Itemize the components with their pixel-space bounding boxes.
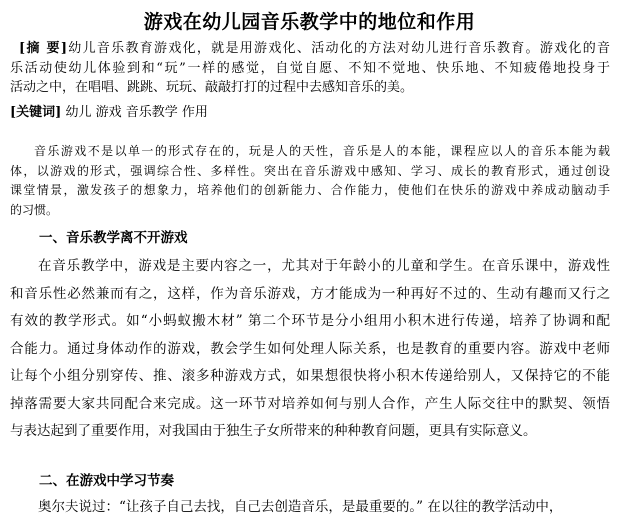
- keywords-label: [关键词]: [10, 105, 62, 120]
- section-heading: 二、在游戏中学习节奏: [39, 473, 174, 489]
- paragraph-line: 合能力。通过身体动作的游戏，教会学生如何处理人际关系，也是教育的重要内容。游戏中老师: [10, 340, 610, 357]
- intro-paragraph: [10, 142, 610, 220]
- paragraph-line: 的习惯。: [10, 202, 59, 217]
- paragraph-line: 有效的教学形式。如“小蚂蚁搬木材” 第二个环节是分小组用小积木进行传递，培养了协调和配: [10, 313, 610, 329]
- abstract-line: 活动之中，在唱唱、跳跳、玩玩、敲敲打打的过程中去感知音乐的美。: [10, 80, 414, 95]
- abstract-label: [摘 要]: [19, 41, 67, 56]
- keywords-text: 幼儿 游戏 音乐教学 作用: [61, 105, 208, 120]
- paragraph-line: 课堂情景，激发孩子的想象力，培养他们的创新能力、合作能力，使他们在快乐的游戏中养成动脑动手: [10, 183, 610, 197]
- paragraph-line: 奥尔夫说过：“让孩子自己去找，自己去创造音乐，是最重要的。” 在以往的教学活动中，: [38, 499, 563, 515]
- paragraph-line: 掉落需要大家共同配合来完成。这一环节对培养如何与别人合作，产生人际交往中的默契、领悟: [10, 395, 610, 412]
- paragraph-line: 在音乐教学中，游戏是主要内容之一，尤其对于年龄小的儿童和学生。在音乐课中，游戏性: [38, 258, 610, 274]
- keywords: [10, 103, 610, 122]
- section-paragraph: [10, 494, 610, 522]
- paragraph-line: 和音乐性必然兼而有之，这样，作为音乐游戏，方才能成为一种再好不过的、生动有趣而又行之: [10, 285, 610, 302]
- section-paragraph: [10, 253, 610, 446]
- section-heading: 一、音乐教学离不开游戏: [39, 230, 188, 246]
- page-title: 游戏在幼儿园音乐教学中的地位和作用: [143, 11, 476, 33]
- paragraph-line: 与表达起到了重要作用，对我国由于独生子女所带来的种种教育问题，更具有实际意义。: [10, 423, 537, 439]
- abstract: [10, 39, 610, 98]
- abstract-line: 乐活动使幼儿体验到和“玩”一样的感觉，自觉自愿、不知不觉地、快乐地、不知疲倦地投身于: [10, 60, 610, 76]
- paragraph-line: 体，以游戏的形式，强调综合性、多样性。突出在音乐游戏中感知、学习、成长的教育形式，通过创设: [10, 163, 610, 178]
- abstract-line: 幼儿音乐教育游戏化，就是用游戏化、活动化的方法对幼儿进行音乐教育。游戏化的音: [67, 41, 610, 56]
- paragraph-line: 音乐游戏不是以单一的形式存在的，玩是人的天性，音乐是人的本能，课程应以人的音乐本能为载: [34, 144, 610, 158]
- paragraph-line: 让每个小组分别穿传、推、滚多种游戏方式，如果想很快将小积木传递给别人，又保持它的不能: [10, 368, 610, 384]
